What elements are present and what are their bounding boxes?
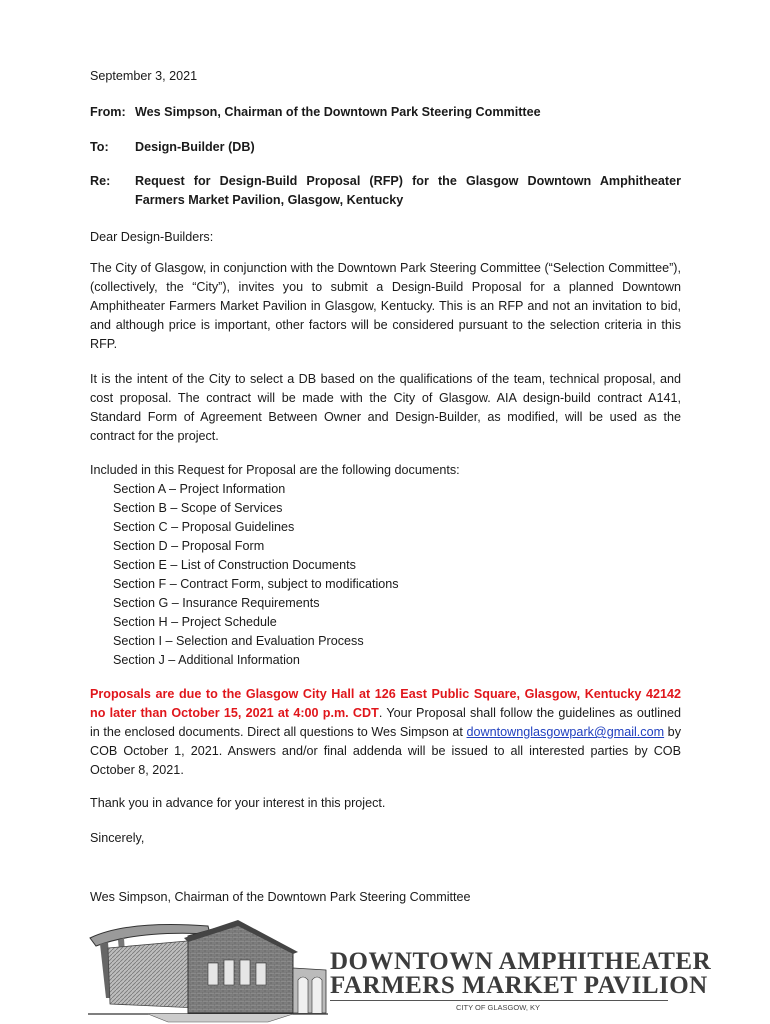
thanks-line: Thank you in advance for your interest in this project.: [90, 796, 386, 810]
deadline-paragraph: [90, 685, 681, 780]
documents-list: [90, 461, 681, 670]
re-value: Request for Design-Build Proposal (RFP) for the Glasgow Downtown Amphitheater Farmers Market Pavilion, Glasgow, Kentucky: [135, 174, 681, 207]
closing-line: Sincerely,: [90, 831, 145, 845]
list-item: Section H – Project Schedule: [113, 615, 277, 629]
deadline-highlight: Proposals are due to the Glasgow City Hall at 126 East Public Square, Glasgow, Kentucky 42142 no later than October 15, 2021 at 4:00 p.m. CDT: [90, 687, 681, 720]
footer-logo: [0, 918, 770, 1024]
to-value: Design-Builder (DB): [135, 140, 255, 154]
from-line: [90, 103, 541, 122]
list-item: Section B – Scope of Services: [113, 501, 283, 515]
re-label: Re:: [90, 174, 111, 188]
re-line: [90, 172, 681, 210]
deadline-text: Your Proposal shall follow the guidelines as outlined in the enclosed documents. Direct all questions to Wes Simpson at: [90, 706, 682, 739]
pavilion-illustration: [88, 918, 328, 1024]
documents-intro: Included in this Request for Proposal are the following documents:: [90, 463, 460, 477]
logo-subtitle: CITY OF GLASGOW, KY: [456, 1003, 541, 1012]
list-item: Section A – Project Information: [113, 482, 286, 496]
from-value: Wes Simpson, Chairman of the Downtown Park Steering Committee: [135, 105, 541, 119]
list-item: Section I – Selection and Evaluation Process: [113, 634, 364, 648]
email-link[interactable]: downtownglasgowpark@gmail.com: [466, 725, 665, 739]
list-item: Section E – List of Construction Documents: [113, 558, 356, 572]
list-item: Section F – Contract Form, subject to modifications: [113, 577, 399, 591]
list-item: Section G – Insurance Requirements: [113, 596, 320, 610]
logo-divider: [330, 1000, 668, 1001]
to-label: To:: [90, 140, 109, 154]
salutation: Dear Design-Builders:: [90, 230, 214, 244]
list-item: Section J – Additional Information: [113, 653, 300, 667]
list-item: Section D – Proposal Form: [113, 539, 265, 553]
to-line: [90, 138, 255, 157]
list-item: Section C – Proposal Guidelines: [113, 520, 295, 534]
intro-paragraph: The City of Glasgow, in conjunction with the Downtown Park Steering Committee (“Selection Committee”), (collectively, the “City”), invites you to submit a Design-Build Proposal for a planned Downtown Amphitheater Farmers Market Pavilion in Glasgow, Kentucky. This is an RFP and not an invitation to bid, and although price is important, other factors will be considered pursuant to the selection criteria in this RFP.: [90, 261, 681, 351]
logo-line-1: DOWNTOWN AMPHITHEATER: [330, 948, 712, 975]
letter-date: September 3, 2021: [90, 69, 198, 83]
deadline-period: .: [378, 706, 383, 720]
intent-paragraph: It is the intent of the City to select a DB based on the qualifications of the team, technical proposal, and cost proposal. The contract will be made with the City of Glasgow. AIA design-build contract A141, Standard Form of Agreement Between Owner and Design-Builder, as modified, will be used as the contract for the project.: [90, 372, 681, 443]
deadline-tail: by COB October 1, 2021. Answers and/or final addenda will be issued to all interested parties by COB October 8, 2021.: [90, 725, 681, 777]
signature-line: Wes Simpson, Chairman of the Downtown Park Steering Committee: [90, 890, 471, 904]
logo-line-2: FARMERS MARKET PAVILION: [330, 972, 708, 999]
from-label: From:: [90, 105, 126, 119]
